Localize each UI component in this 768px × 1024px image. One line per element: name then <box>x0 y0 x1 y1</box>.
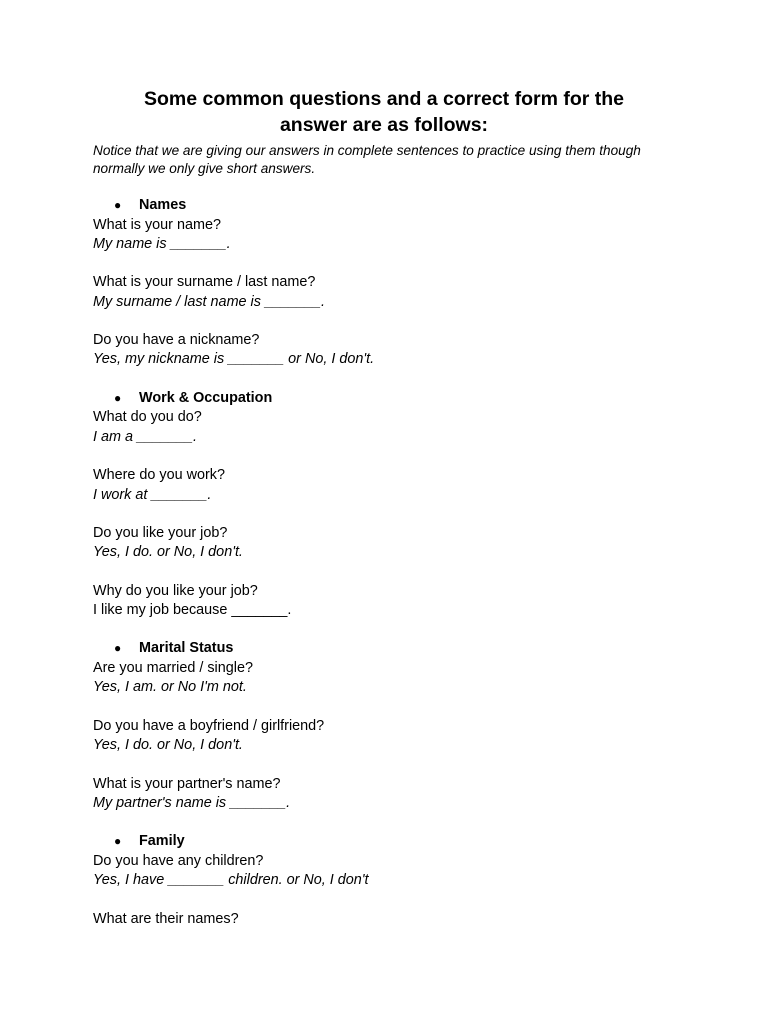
section-heading-marital <box>114 639 233 657</box>
question: What is your partner's name? <box>93 776 281 792</box>
section-heading-label: Work & Occupation <box>139 390 273 406</box>
title-line-2: answer are as follows: <box>279 114 489 136</box>
section-heading-work <box>114 389 272 407</box>
question: Are you married / single? <box>93 660 253 676</box>
answer: Yes, I have _______ children. or No, I don't <box>93 872 369 888</box>
question: Do you have a nickname? <box>93 332 260 348</box>
bullet-icon: ● <box>114 834 122 848</box>
question: What is your name? <box>93 217 221 233</box>
page-title <box>84 86 684 138</box>
bullet-icon: ● <box>114 391 122 405</box>
answer: I work at _______. <box>93 487 212 503</box>
answer: My name is _______. <box>93 236 231 252</box>
question: Do you have any children? <box>93 853 264 869</box>
question: Why do you like your job? <box>93 583 258 599</box>
section-heading-names <box>114 196 186 214</box>
section-heading-label: Family <box>139 833 185 849</box>
question: What is your surname / last name? <box>93 274 316 290</box>
question: Do you like your job? <box>93 525 228 541</box>
question: Where do you work? <box>93 467 225 483</box>
answer: Yes, I do. or No, I don't. <box>93 737 243 753</box>
notice-paragraph <box>93 142 693 178</box>
section-heading-label: Marital Status <box>139 640 234 656</box>
question: What are their names? <box>93 911 239 927</box>
answer: Yes, my nickname is _______ or No, I don't. <box>93 351 375 367</box>
section-heading-label: Names <box>139 197 187 213</box>
answer: My partner's name is _______. <box>93 795 291 811</box>
answer: I am a _______. <box>93 429 198 445</box>
title-line-1: Some common questions and a correct form for the <box>144 88 624 110</box>
answer: Yes, I do. or No, I don't. <box>93 544 243 560</box>
section-heading-family <box>114 832 185 850</box>
question: Do you have a boyfriend / girlfriend? <box>93 718 325 734</box>
question: What do you do? <box>93 409 202 425</box>
bullet-icon: ● <box>114 198 122 212</box>
notice-line-2: normally we only give short answers. <box>93 161 316 176</box>
bullet-icon: ● <box>114 641 122 655</box>
answer: Yes, I am. or No I'm not. <box>93 679 247 695</box>
answer: I like my job because _______. <box>93 602 292 618</box>
answer: My surname / last name is _______. <box>93 294 325 310</box>
notice-line-1: Notice that we are giving our answers in complete sentences to practice using them though <box>93 143 641 158</box>
